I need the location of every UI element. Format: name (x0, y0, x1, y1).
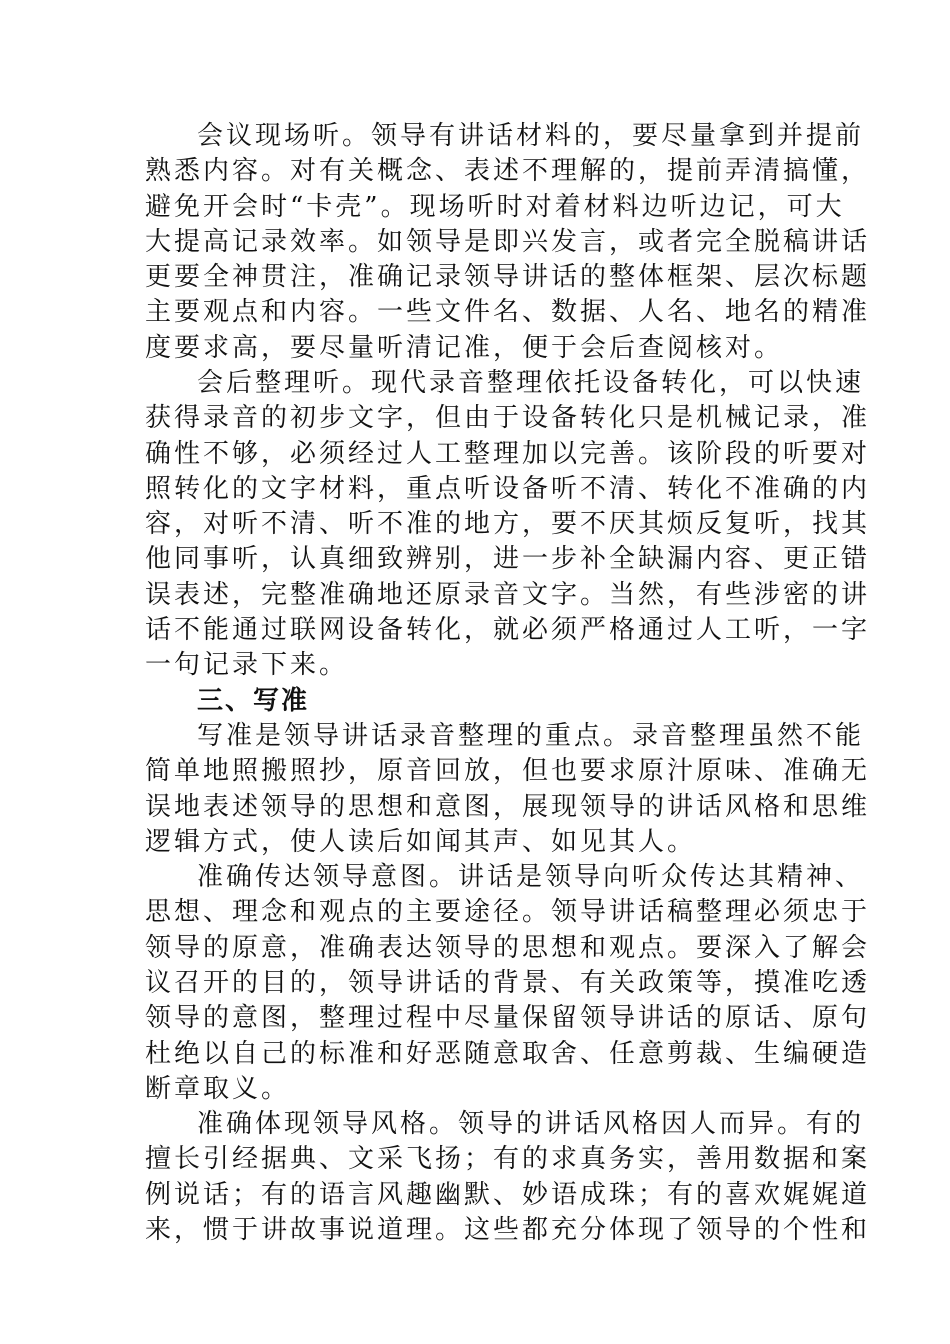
paragraph-line: 思想、理念和观点的主要途径。领导讲话稿整理必须忠于 (145, 897, 871, 927)
paragraph-line: 容，对听不清、听不准的地方，要不厌其烦反复听，找其 (145, 509, 871, 539)
paragraph-line: 避免开会时“卡壳”。现场听时对着材料边听边记，可大 (145, 192, 845, 222)
paragraph-line: 例说话；有的语言风趣幽默、妙语成珠；有的喜欢娓娓道 (145, 1180, 871, 1210)
paragraph-line: 领导的意图，整理过程中尽量保留领导讲话的原话、原句 (145, 1003, 871, 1033)
paragraph-line: 他同事听，认真细致辨别，进一步补全缺漏内容、更正错 (145, 544, 871, 574)
paragraph-line: 准确传达领导意图。讲话是领导向听众传达其精神、 (197, 862, 865, 892)
paragraph-line: 会议现场听。领导有讲话材料的，要尽量拿到并提前 (197, 121, 865, 151)
paragraph-line: 一句记录下来。 (145, 650, 349, 680)
paragraph-line: 大提高记录效率。如领导是即兴发言，或者完全脱稿讲话 (145, 227, 871, 257)
paragraph-line: 断章取义。 (145, 1074, 291, 1104)
paragraph-line: 杜绝以自己的标准和好恶随意取舍、任意剪裁、生编硬造 (145, 1039, 871, 1069)
paragraph-line: 获得录音的初步文字，但由于设备转化只是机械记录，准 (145, 403, 871, 433)
paragraph-line: 简单地照搬照抄，原音回放，但也要求原汁原味、准确无 (145, 756, 871, 786)
paragraph-line: 主要观点和内容。一些文件名、数据、人名、地名的精准 (145, 297, 871, 327)
paragraph-line: 话不能通过联网设备转化，就必须严格通过人工听，一字 (145, 615, 871, 645)
paragraph-line: 写准是领导讲话录音整理的重点。录音整理虽然不能 (197, 721, 865, 751)
paragraph-line: 度要求高，要尽量听清记准，便于会后查阅核对。 (145, 333, 784, 363)
paragraph-line: 擅长引经据典、文采飞扬；有的求真务实，善用数据和案 (145, 1144, 871, 1174)
paragraph-line: 逻辑方式，使人读后如闻其声、如见其人。 (145, 827, 697, 857)
paragraph-line: 确性不够，必须经过人工整理加以完善。该阶段的听要对 (145, 439, 871, 469)
paragraph-line: 误地表述领导的思想和意图，展现领导的讲话风格和思维 (145, 792, 871, 822)
section-heading: 三、写准 (197, 686, 310, 716)
paragraph-line: 领导的原意，准确表达领导的思想和观点。要深入了解会 (145, 933, 871, 963)
paragraph-line: 更要全神贯注，准确记录领导讲话的整体框架、层次标题 (145, 262, 871, 292)
paragraph-line: 议召开的目的，领导讲话的背景、有关政策等，摸准吃透 (145, 968, 871, 998)
paragraph-line: 会后整理听。现代录音整理依托设备转化，可以快速 (197, 368, 865, 398)
paragraph-line: 误表述，完整准确地还原录音文字。当然，有些涉密的讲 (145, 580, 871, 610)
paragraph-line: 准确体现领导风格。领导的讲话风格因人而异。有的 (197, 1109, 865, 1139)
paragraph-line: 照转化的文字材料，重点听设备听不清、转化不准确的内 (145, 474, 871, 504)
paragraph-line: 来，惯于讲故事说道理。这些都充分体现了领导的个性和 (145, 1215, 871, 1245)
paragraph-line: 熟悉内容。对有关概念、表述不理解的，提前弄清搞懂， (145, 156, 871, 186)
